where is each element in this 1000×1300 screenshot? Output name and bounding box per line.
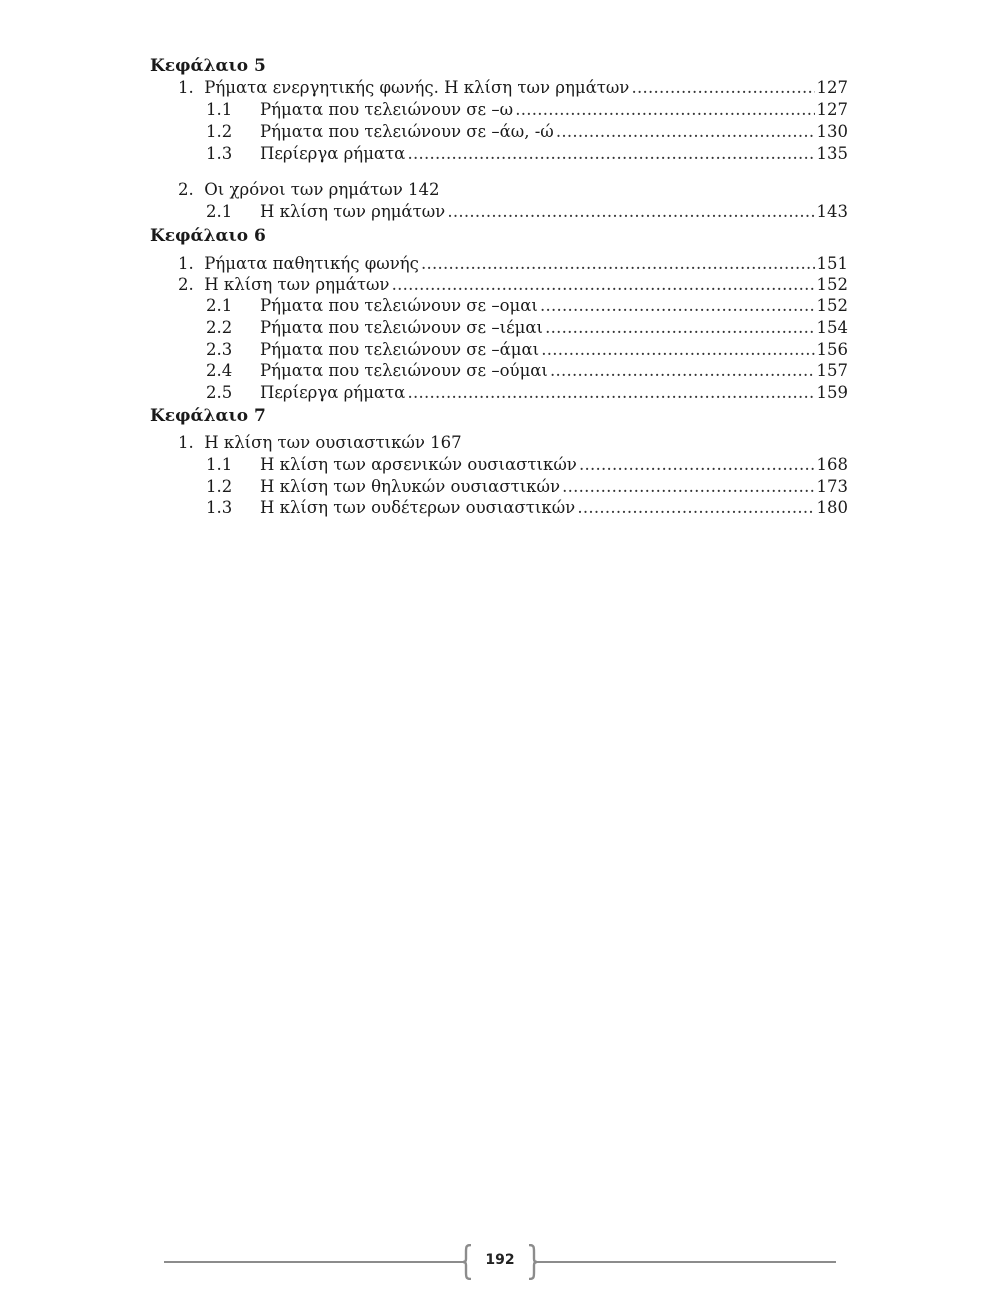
toc-entry[interactable] — [260, 318, 848, 338]
dot-leader — [579, 455, 815, 475]
toc-entry-number: 2.1 — [206, 202, 233, 221]
toc-entry-page: 127 — [816, 100, 848, 119]
dot-leader — [421, 254, 815, 274]
toc-entry-number: 1.3 — [206, 144, 233, 163]
toc-entry-label: Ρήματα που τελειώνουν σε –άω, -ώ — [260, 122, 554, 141]
dot-leader — [407, 383, 814, 403]
toc-entry-label: Ρήματα παθητικής φωνής — [204, 254, 419, 273]
toc-entry-number: 2.4 — [206, 361, 233, 380]
toc-entry-page: 168 — [816, 455, 848, 474]
dot-leader — [550, 361, 815, 381]
toc-entry-label: Περίεργα ρήματα — [260, 383, 406, 402]
toc-entry-number: 1.1 — [206, 455, 233, 474]
toc-entry[interactable] — [260, 100, 848, 120]
toc-entry-number: 1.2 — [206, 477, 233, 496]
toc-entry-page: 173 — [816, 477, 848, 496]
toc-entry-page: 157 — [816, 361, 848, 380]
toc-entry-label: Ρήματα ενεργητικής φωνής. Η κλίση των ρημάτων — [204, 78, 630, 97]
dot-leader — [391, 275, 814, 295]
page-number: 192 — [485, 1252, 515, 1268]
toc-entry[interactable] — [178, 433, 462, 453]
footer-rule-right — [536, 1261, 836, 1263]
toc-entry-page: 151 — [816, 254, 848, 273]
toc-entry-label: Ρήματα που τελειώνουν σε –ω — [260, 100, 514, 119]
dot-leader — [541, 340, 814, 360]
toc-entry-page: 152 — [816, 296, 848, 315]
toc-entry-page: 127 — [816, 78, 848, 97]
toc-entry-page: 130 — [816, 122, 848, 141]
chapter-heading: Κεφάλαιο 7 — [150, 406, 266, 426]
dot-leader — [540, 296, 815, 316]
toc-entry-number: 1. — [178, 433, 194, 452]
toc-entry-number: 2.1 — [206, 296, 233, 315]
toc-entry-label: Ρήματα που τελειώνουν σε –ομαι — [260, 296, 538, 315]
dot-leader — [556, 122, 815, 142]
toc-entry-page: 156 — [816, 340, 848, 359]
toc-entry-number: 2.3 — [206, 340, 233, 359]
dot-leader — [577, 498, 814, 518]
dot-leader — [545, 318, 815, 338]
toc-entry-label: Η κλίση των ουσιαστικών 167 — [204, 433, 462, 452]
toc-entry-number: 1.3 — [206, 498, 233, 517]
toc-entry-label: Η κλίση των ρημάτων — [260, 202, 446, 221]
dot-leader — [562, 477, 815, 497]
toc-entry-page: 152 — [816, 275, 848, 294]
toc-entry-number: 2.5 — [206, 383, 233, 402]
toc-entry[interactable] — [260, 383, 848, 403]
toc-entry-label: Ρήματα που τελειώνουν σε –ιέμαι — [260, 318, 543, 337]
dot-leader — [631, 78, 814, 98]
dot-leader — [407, 144, 814, 164]
toc-entry[interactable] — [260, 122, 848, 142]
toc-entry-number: 1.1 — [206, 100, 233, 119]
toc-entry[interactable] — [178, 180, 439, 200]
footer-rule-left — [164, 1261, 464, 1263]
toc-entry[interactable] — [260, 202, 848, 222]
toc-entry-page: 180 — [816, 498, 848, 517]
toc-entry[interactable] — [260, 477, 848, 497]
toc-entry[interactable] — [178, 275, 848, 295]
chapter-heading: Κεφάλαιο 6 — [150, 226, 266, 246]
toc-entry[interactable] — [260, 340, 848, 360]
dot-leader — [447, 202, 814, 222]
toc-entry-page: 135 — [816, 144, 848, 163]
toc-entry-number: 2.2 — [206, 318, 233, 337]
toc-entry-label: Η κλίση των αρσενικών ουσιαστικών — [260, 455, 577, 474]
toc-entry-label: Ρήματα που τελειώνουν σε –άμαι — [260, 340, 540, 359]
left-brace-icon — [462, 1244, 472, 1280]
toc-entry-label: Η κλίση των ουδέτερων ουσιαστικών — [260, 498, 576, 517]
toc-entry-number: 1. — [178, 254, 194, 273]
dot-leader — [515, 100, 814, 120]
toc-entry-page: 143 — [816, 202, 848, 221]
toc-entry-label: Η κλίση των θηλυκών ουσιαστικών — [260, 477, 560, 496]
toc-entry[interactable] — [260, 361, 848, 381]
toc-entry-number: 1. — [178, 78, 194, 97]
right-brace-icon — [528, 1244, 538, 1280]
toc-entry[interactable] — [178, 78, 848, 98]
toc-entry[interactable] — [260, 498, 848, 518]
toc-entry-label: Περίεργα ρήματα — [260, 144, 406, 163]
toc-entry-page: 159 — [816, 383, 848, 402]
toc-entry[interactable] — [260, 144, 848, 164]
toc-entry[interactable] — [178, 254, 848, 274]
toc-entry-label: Ρήματα που τελειώνουν σε –ούμαι — [260, 361, 548, 380]
toc-entry[interactable] — [260, 455, 848, 475]
toc-entry-page: 154 — [816, 318, 848, 337]
chapter-heading: Κεφάλαιο 5 — [150, 56, 266, 76]
toc-entry-number: 2. — [178, 180, 194, 199]
toc-entry-number: 2. — [178, 275, 194, 294]
toc-entry-number: 1.2 — [206, 122, 233, 141]
toc-entry-label: Οι χρόνοι των ρημάτων 142 — [204, 180, 440, 199]
toc-entry[interactable] — [260, 296, 848, 316]
toc-entry-label: Η κλίση των ρημάτων — [204, 275, 390, 294]
